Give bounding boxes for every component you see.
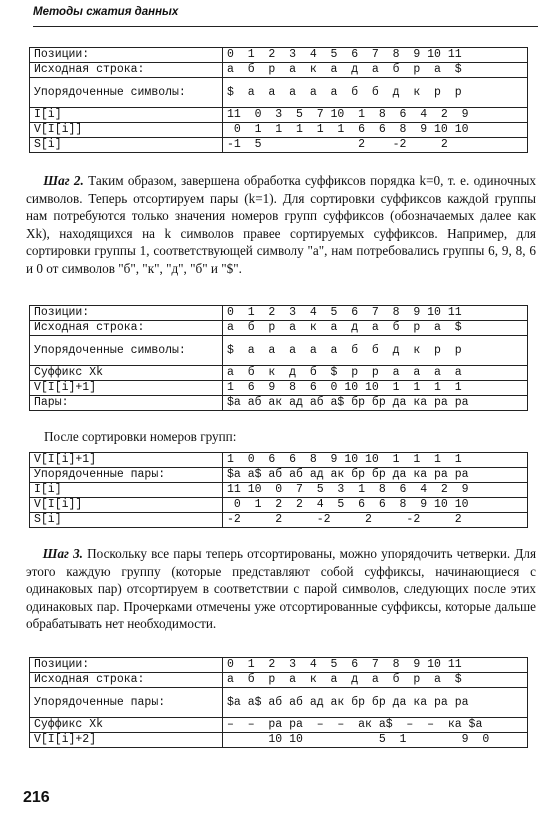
row-label: I[i] [30,108,223,123]
step-label: Шаг 3. [42,546,83,561]
table-row [30,498,528,513]
row-values: $а аб ак ад аб а$ бр бр да ка ра ра [223,396,528,411]
row-label: Исходная строка: [30,63,223,78]
row-label: V[I[i]+2] [30,733,223,748]
step-label: Шаг 2. [43,173,84,188]
row-values: а б р а к а д а б р а $ [223,673,528,688]
table-1 [29,47,528,153]
row-label: Упорядоченные символы: [30,78,223,108]
table-row [30,78,528,108]
table-row [30,658,528,673]
table-row [30,138,528,153]
row-label: Позиции: [30,48,223,63]
table-row [30,483,528,498]
row-values: 1 0 6 6 8 9 10 10 1 1 1 1 [223,453,528,468]
table-row [30,381,528,396]
paragraph-step-3 [26,545,536,633]
row-values: 1 6 9 8 6 0 10 10 1 1 1 1 [223,381,528,396]
row-values: $а а$ аб аб ад ак бр бр да ка ра ра [223,688,528,718]
row-values: 0 1 2 2 4 5 6 6 8 9 10 10 [223,498,528,513]
row-label: S[i] [30,138,223,153]
row-label: I[i] [30,483,223,498]
row-label: Позиции: [30,306,223,321]
running-header-title: Методы сжатия данных [33,6,179,18]
table-row [30,306,528,321]
row-label: Позиции: [30,658,223,673]
row-label: Упорядоченные пары: [30,468,223,483]
row-values: 0 1 1 1 1 1 6 6 8 9 10 10 [223,123,528,138]
table-row [30,513,528,528]
caption-after-sort: После сортировки номеров групп: [44,429,237,444]
table-row [30,48,528,63]
row-label: S[i] [30,513,223,528]
paragraph-step-2 [26,172,536,278]
row-label: Упорядоченные символы: [30,336,223,366]
table-row [30,396,528,411]
paragraph-text: Таким образом, завершена обработка суффиксов порядка k=0, т. е. одиночных символов. Теперь отсортируем пары (k=1). Для сортировки суффиксов каждой группы нам потребуются только значения номеров групп суффиксов (обозначаемых далее как Xk), находящихся на k символов правее сортируемых суффиксов. Например, для сортировки группы 1, соответствующей символу "а", нам потребовались группы 6, 9, 8, 6 и 0 от символов "б", "к", "д", "б" и "$". [26,173,537,276]
table-3 [29,452,528,528]
table-row [30,336,528,366]
row-values: 0 1 2 3 4 5 6 7 8 9 10 11 [223,306,528,321]
row-values: $ а а а а а б б д к р р [223,336,528,366]
table-2 [29,305,528,411]
table-row [30,453,528,468]
row-values: 0 1 2 3 4 5 6 7 8 9 10 11 [223,658,528,673]
table-row [30,733,528,748]
table-row [30,688,528,718]
row-values: 11 0 3 5 7 10 1 8 6 4 2 9 [223,108,528,123]
table-row [30,718,528,733]
row-label: Исходная строка: [30,321,223,336]
row-label: V[I[i]] [30,123,223,138]
table-row [30,123,528,138]
table-row [30,673,528,688]
row-values: -2 2 -2 2 -2 2 [223,513,528,528]
table-row [30,468,528,483]
table-row [30,63,528,78]
table-row [30,366,528,381]
row-values: -1 5 2 -2 2 [223,138,528,153]
row-values: – – ра ра – – ак а$ – – ка $а [223,718,528,733]
row-values: а б р а к а д а б р а $ [223,321,528,336]
row-values: $а а$ аб аб ад ак бр бр да ка ра ра [223,468,528,483]
row-values: 10 10 5 1 9 0 [223,733,528,748]
row-label: V[I[i]+1] [30,453,223,468]
row-label: Пары: [30,396,223,411]
row-values: $ а а а а а б б д к р р [223,78,528,108]
row-values: 0 1 2 3 4 5 6 7 8 9 10 11 [223,48,528,63]
row-values: а б к д б $ р р а а а а [223,366,528,381]
table-row [30,108,528,123]
table-4 [29,657,528,748]
row-values: 11 10 0 7 5 3 1 8 6 4 2 9 [223,483,528,498]
row-label: V[I[i]] [30,498,223,513]
row-label: Упорядоченные пары: [30,688,223,718]
row-values: а б р а к а д а б р а $ [223,63,528,78]
paragraph-text: Поскольку все пары теперь отсортированы, можно упорядочить четверки. Для этого каждую группу (которые представляют собой суффиксы, начинающиеся с одинаковых пар) отсортируем в соответствии с парой символов, следующих после этих одинаковых пар. Прочерками отмечены уже отсортированные суффиксы, которые дальше обрабатывать нет необходимости. [26,546,537,632]
row-label: Суффикс Xk [30,366,223,381]
row-label: Суффикс Xk [30,718,223,733]
page-number: 216 [23,789,50,806]
row-label: Исходная строка: [30,673,223,688]
table-row [30,321,528,336]
row-label: V[I[i]+1] [30,381,223,396]
running-header [33,4,538,27]
